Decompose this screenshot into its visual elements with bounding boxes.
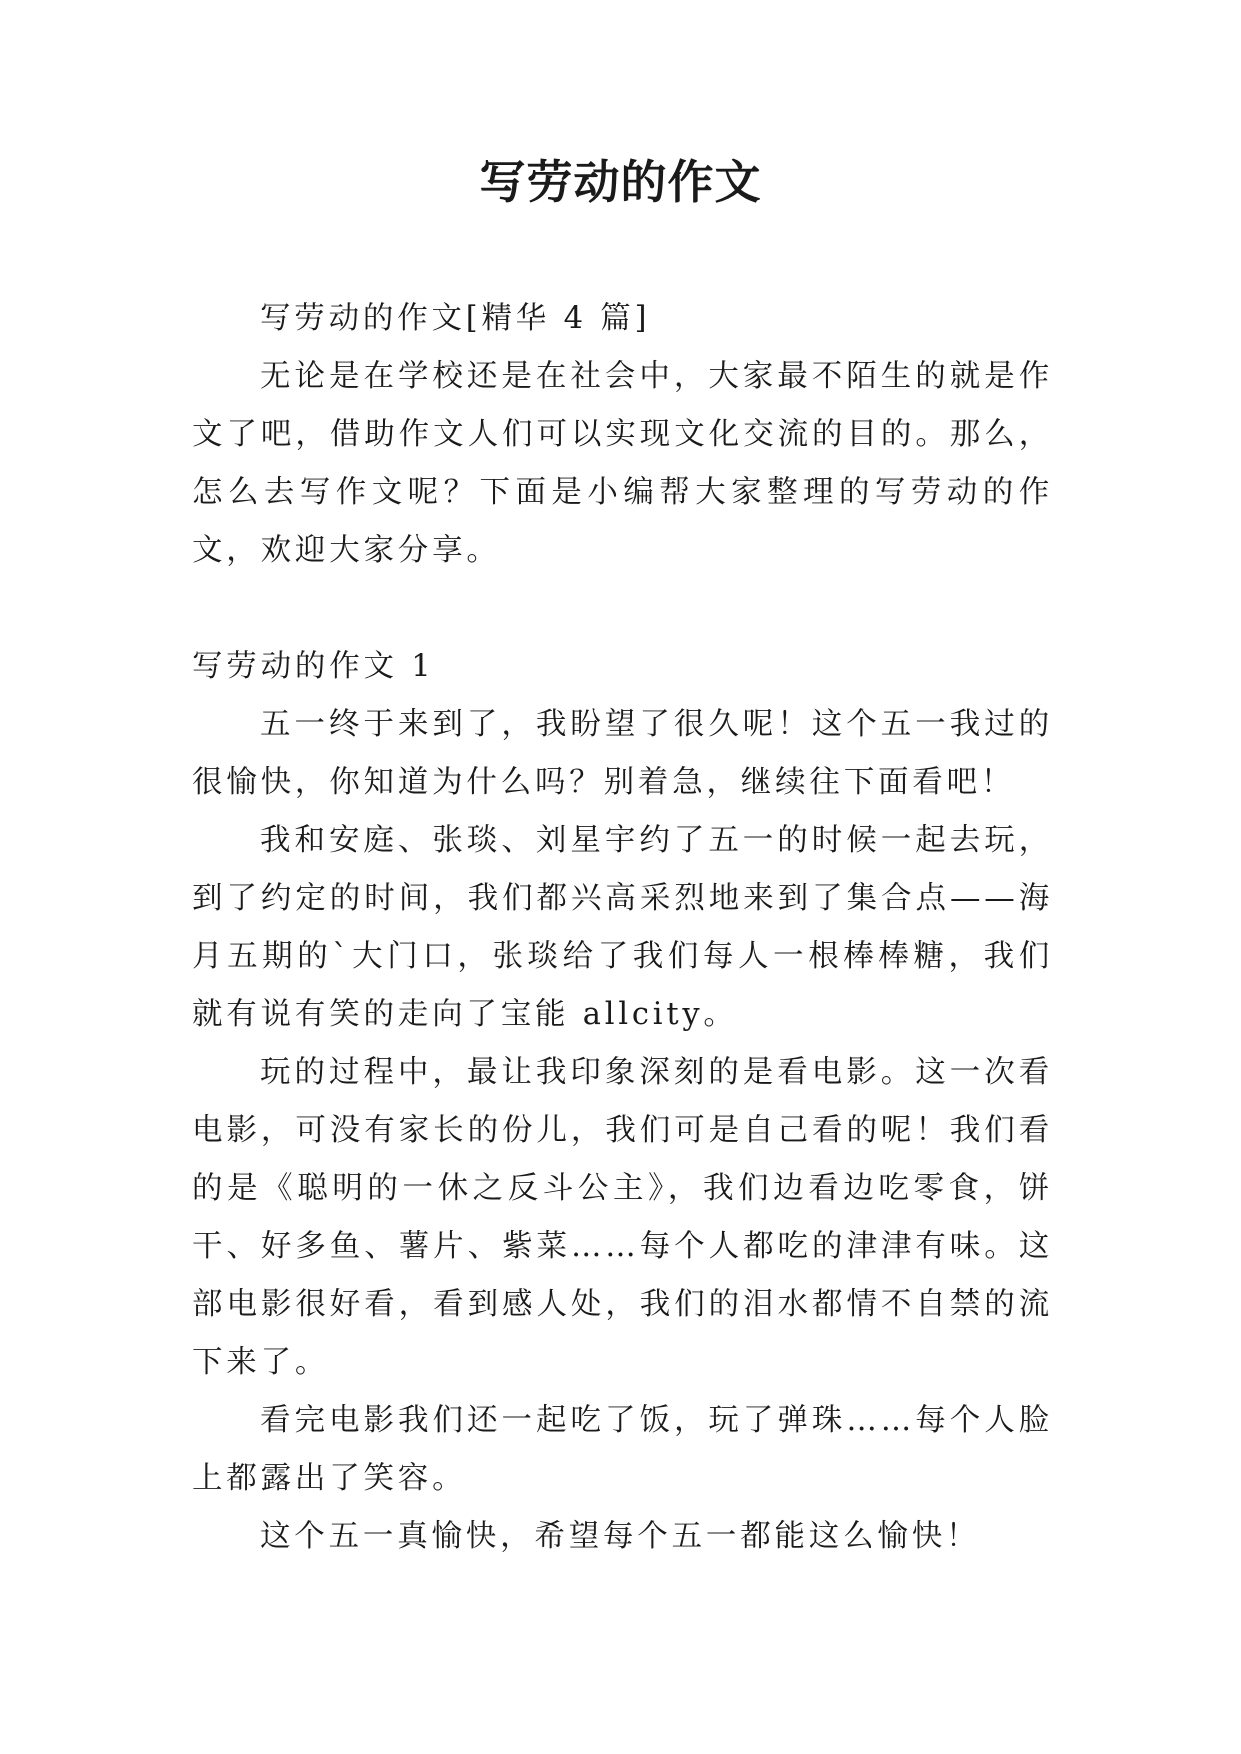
body-paragraph: 玩的过程中，最让我印象深刻的是看电影。这一次看电影，可没有家长的份儿，我们可是自己看的呢！我们看的是《聪明的一休之反斗公主》，我们边看边吃零食，饼干、好多鱼、薯片、紫菜……每个人都吃的津津有味。这部电影很好看，看到感人处，我们的泪水都情不自禁的流下来了。 [192, 1055, 1053, 1380]
document-subtitle: 写劳动的作文[精华 4 篇] [260, 301, 651, 336]
body-paragraph: 这个五一真愉快，希望每个五一都能这么愉快！ [260, 1519, 981, 1554]
intro-paragraph: 无论是在学校还是在社会中，大家最不陌生的就是作文了吧，借助作文人们可以实现文化交流的目的。那么，怎么去写作文呢？下面是小编帮大家整理的写劳动的作文，欢迎大家分享。 [192, 359, 1053, 568]
body-paragraph: 五一终于来到了，我盼望了很久呢！这个五一我过的很愉快，你知道为什么吗？别着急，继续往下面看吧！ [192, 707, 1053, 800]
body-paragraph: 看完电影我们还一起吃了饭，玩了弹珠……每个人脸上都露出了笑容。 [192, 1403, 1053, 1496]
body-paragraph: 我和安庭、张琰、刘星宇约了五一的时候一起去玩，到了约定的时间，我们都兴高采烈地来到了集合点——海月五期的`大门口，张琰给了我们每人一根棒棒糖，我们就有说有笑的走向了宝能 allcity。 [192, 823, 1053, 1032]
document-title: 写劳动的作文 [479, 155, 762, 209]
document-body [192, 290, 1053, 1566]
section-heading: 写劳动的作文 1 [192, 649, 435, 684]
